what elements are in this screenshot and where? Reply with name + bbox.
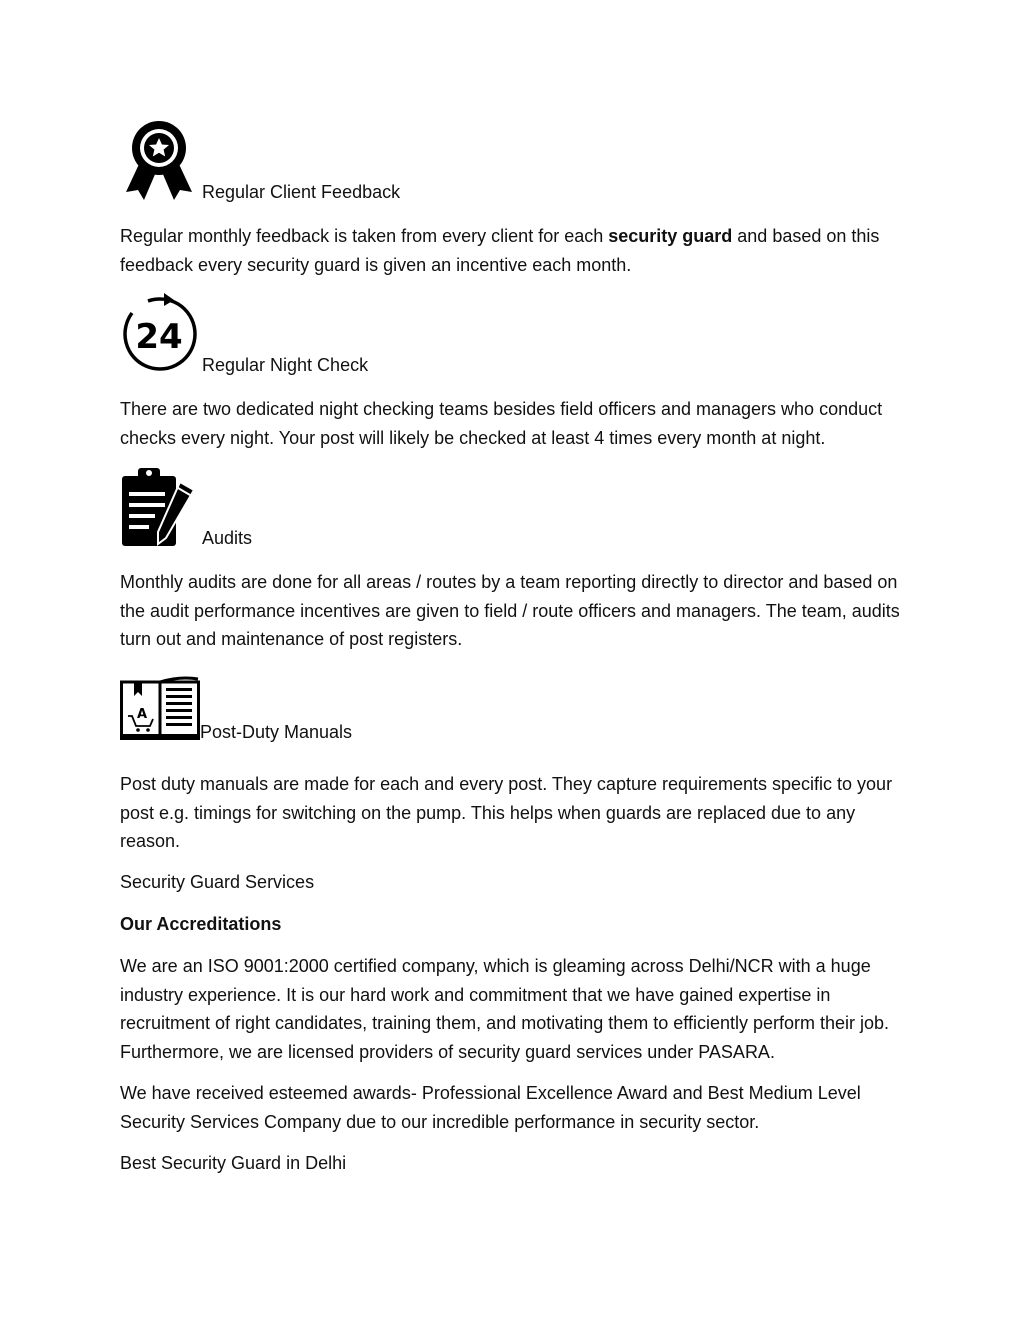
svg-text:A: A bbox=[136, 707, 148, 722]
services-line: Security Guard Services bbox=[120, 872, 315, 892]
open-manual-book-icon bbox=[120, 676, 200, 742]
section-heading: Audits bbox=[202, 528, 253, 548]
clipboard-checklist-icon bbox=[120, 466, 198, 548]
section-body: There are two dedicated night checking teams besides field officers and managers who conduct checks every night. Your post will likely be checked at least 4 times every month at night. bbox=[120, 399, 883, 448]
award-ribbon-icon bbox=[120, 120, 198, 202]
accreditations-heading bbox=[120, 910, 910, 939]
section-heading-row-post-duty-manuals bbox=[120, 676, 352, 742]
section-heading: Post-Duty Manuals bbox=[200, 722, 353, 742]
section-body bbox=[120, 222, 910, 279]
accreditations-heading-text: Our Accreditations bbox=[120, 914, 282, 934]
section-body-text: and based on this feedback every security guard is given an incentive each month. bbox=[120, 226, 880, 275]
section-heading: Regular Night Check bbox=[202, 355, 369, 375]
section-heading-row-night-check bbox=[120, 293, 368, 375]
section-heading-row-audits bbox=[120, 466, 252, 548]
section-body-bold: security guard bbox=[608, 226, 733, 246]
section-body: Post duty manuals are made for each and every post. They capture requirements specific to your post e.g. timings for switching on the pump. This helps when guards are replaced due to any reason. bbox=[120, 774, 893, 851]
svg-text:24: 24 bbox=[135, 317, 183, 357]
footer-line: Best Security Guard in Delhi bbox=[120, 1153, 347, 1173]
section-body: Monthly audits are done for all areas / routes by a team reporting directly to director and based on the audit performance incentives are given to field / route officers and managers. The team, audits turn out and maintenance of post registers. bbox=[120, 572, 900, 649]
section-heading-row-client-feedback bbox=[120, 120, 400, 202]
24-hours-icon bbox=[120, 293, 198, 375]
accreditations-paragraph-1: We are an ISO 9001:2000 certified company, which is gleaming across Delhi/NCR with a huge industry experience. It is our hard work and commitment that we have gained expertise in recruitment of right candidates, training them, and motivating them to efficiently perform their job. Furthermore, we are licensed providers of security guard services under PASARA. bbox=[120, 956, 890, 1062]
section-heading: Regular Client Feedback bbox=[202, 182, 401, 202]
accreditations-paragraph-2: We have received esteemed awards- Professional Excellence Award and Best Medium Level Security Services Company due to our incredible performance in security sector. bbox=[120, 1083, 861, 1132]
section-body-text: Regular monthly feedback is taken from every client for each bbox=[120, 226, 609, 246]
